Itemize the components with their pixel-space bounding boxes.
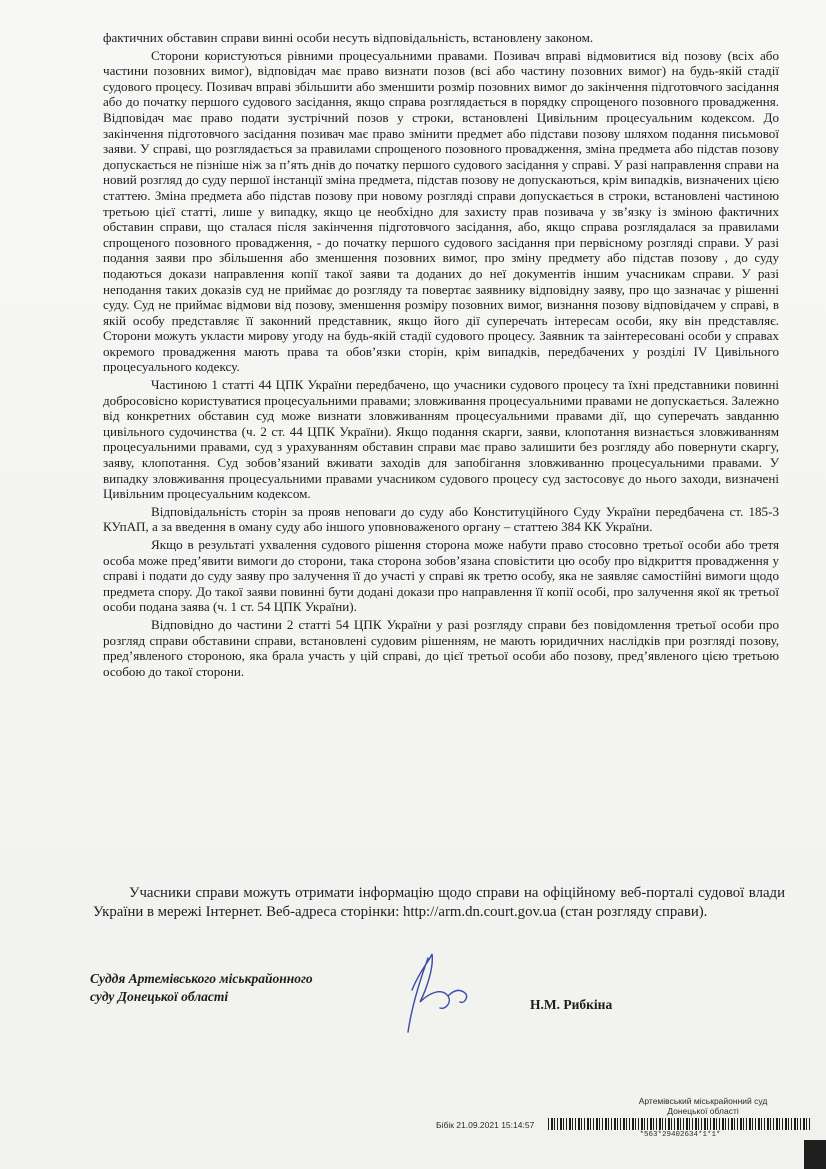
scan-edge-mark bbox=[804, 1140, 826, 1169]
stamp-court-line: Донецької області bbox=[667, 1106, 739, 1116]
paragraph: Сторони користуються рівними процесуальними правами. Позивач вправі відмовитися від позову (всіх або частини позовних вимог), відповідач має право визнати позов (всі або частину позовних вимог) на будь-якій стадії судового процесу. Позивач вправі збільшити або зменшити розмір позовних вимог до закінчення підготовчого засідання або до початку першого судового засідання, якщо справа розглядається в порядку спрощеного позовного провадження. Відповідач має право подати зустрічний позов у строки, встановлені Цивільним процесуальним кодексом. До закінчення підготовчого засідання позивач має право змінити предмет або підстави позову шляхом подання письмової заяви. У справі, що розглядається за правилами спрощеного позовного провадження, зміна предмета або підстав позову допускається не пізніше ніж за п’ять днів до початку першого судового засідання у справі. У разі направлення справи на новий розгляд до суду першої інстанції зміна предмета, підстав позову не допускаються, крім випадків, визначених цією статтею. Зміна предмета або підстав позову при новому розгляді справи допускається в строки, встановлені частиною третьою цієї статті, лише у випадку, якщо це необхідно для захисту прав позивача у зв’язку із зміною фактичних обставин справи, що сталася після закінчення підготовчого засідання, або, якщо справа розглядалася за правилами спрощеного позовного провадження, - до початку першого судового засідання при первісному розгляді справи. У разі подання заяви про збільшення або зменшення позовних вимог, про зміну предмету або підстав позову , до суду подаються докази направлення копії такої заяви та доданих до неї документів іншим учасникам справи. У разі неподання таких доказів суд не приймає до розгляду та повертає заявнику відповідну заяву, про що зазначає у рішенні суду. Суд не приймає відмови від позову, зменшення розміру позовних вимог, визнання позову відповідачем у справі, в якій особу представляє її законний представник, якщо його дії суперечать інтересам особи, яку він представляє. Сторони можуть укласти мирову угоду на будь-якій стадії судового процесу. Заявник та заінтересовані особи у справах окремого провадження мають права та обов’язки сторін, крім випадків, передбачених у розділі IV Цивільного процесуального кодексу. bbox=[103, 47, 779, 375]
document-body bbox=[103, 30, 779, 679]
judge-title bbox=[90, 970, 390, 1006]
paragraph: Відповідальність сторін за прояв неповаги до суду або Конституційного Суду України передбачена ст. 185-3 КУпАП, а за введення в оману суду або іншого уповноваженого органу – статтею 384 КК України. bbox=[103, 503, 779, 535]
paragraph: Відповідно до частини 2 статті 54 ЦПК України у разі розгляду справи без повідомлення третьої особи про розгляд справи обставини справи, встановлені судовим рішенням, не мають юридичних наслідків при розгляді позову, пред’явленого стороною, яка брала участь у цій справі, до цієї третьої особи або позову, пред’явленого цією третьою особою до такої сторони. bbox=[103, 616, 779, 679]
registration-meta: Бібік 21.09.2021 15:14:57 bbox=[436, 1120, 535, 1130]
barcode bbox=[548, 1118, 810, 1130]
court-stamp bbox=[588, 1096, 818, 1116]
paragraph: Якщо в результаті ухвалення судового рішення сторона може набути право стосовно третьої особи або третя особа може пред’явити вимоги до сторони, така сторона зобов’язана сповістити цю особу про відкриття провадження у справі і подати до суду заяву про залучення її до участі у справі як третю особу, яка не заявляє самостійні вимоги щодо предмета спору. До такої заяви повинні бути додані докази про направлення її копії особі, про залучення якої як третьої особи подана заява (ч. 1 ст. 54 ЦПК України). bbox=[103, 537, 779, 615]
handwritten-signature bbox=[390, 950, 490, 1040]
judge-name: Н.М. Рибкіна bbox=[530, 997, 613, 1012]
stamp-court-line: Артемівський міськрайонний суд bbox=[638, 1096, 768, 1106]
paragraph: Частиною 1 статті 44 ЦПК України передбачено, що учасники судового процесу та їхні представники повинні добросовісно користуватися процесуальними правами; зловживання процесуальними правами не допускається. Залежно від конкретних обставин суд може визнати зловживанням процесуальними правами дії, що суперечать завданню цивільного судочинства (ч. 2 ст. 44 ЦПК України). Якщо подання скарги, заяви, клопотання визнається зловживанням процесуальними правами, суд з урахуванням обставин справи має право залишити без розгляду або повернути скаргу, заяву, клопотання. Суд зобов’язаний вживати заходів для запобігання зловживанню процесуальними правами. У випадку зловживання процесуальними правами учасником судового процесу суд застосовує до нього заходи, визначені Цивільним процесуальним кодексом. bbox=[103, 377, 779, 502]
judge-title-line: Суддя Артемівського міськрайонного bbox=[90, 971, 313, 986]
barcode-number: *563*29402634*1*1* bbox=[639, 1131, 721, 1139]
judge-title-line: суду Донецької області bbox=[90, 989, 229, 1004]
paragraph: фактичних обставин справи винні особи несуть відповідальність, встановлену законом. bbox=[103, 30, 594, 45]
closing-notice: Учасники справи можуть отримати інформацію щодо справи на офіційному веб-порталі судової влади України в мережі Інтернет. Веб-адреса сторінки: http://arm.dn.court.gov.ua (стан розгляду справи). bbox=[93, 885, 785, 920]
